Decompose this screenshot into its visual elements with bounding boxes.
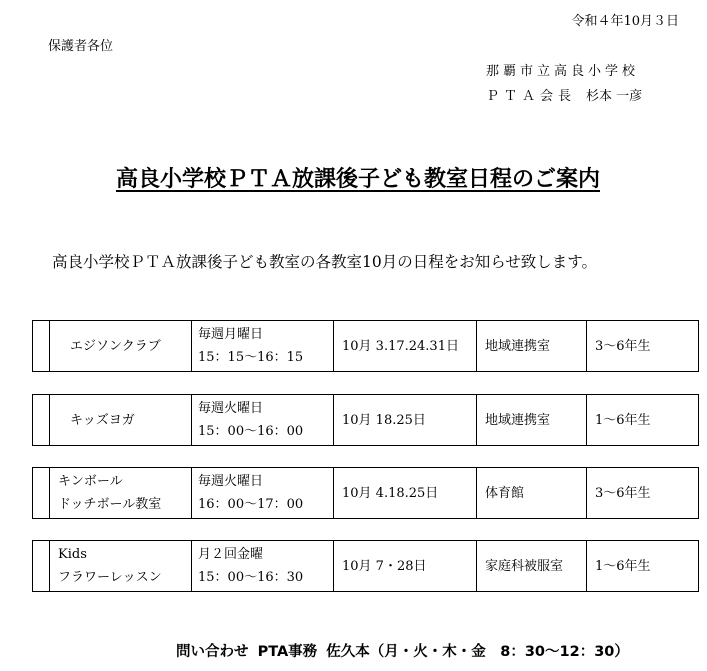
class-row-kinball — [32, 467, 699, 519]
document-title: 高良小学校ＰＴＡ放課後子ども教室日程のご案内 — [116, 167, 601, 192]
schedule-weekday: 月２回金曜 — [198, 547, 264, 562]
class-name-line: エジソンクラブ — [70, 338, 161, 354]
class-name — [50, 541, 192, 592]
class-room: 地域連携室 — [477, 321, 587, 372]
contact-office: PTA事務 — [257, 644, 318, 660]
school-name: 那覇市立高良小学校 — [486, 64, 640, 79]
class-row-kids-yoga — [32, 394, 699, 446]
class-room: 家庭科被服室 — [477, 541, 587, 592]
class-name — [50, 468, 192, 519]
recipient-line: 保護者各位 — [48, 39, 114, 54]
class-grades: 3〜6年生 — [587, 321, 699, 372]
class-dates: 10月 7・28日 — [334, 541, 477, 592]
class-name — [50, 321, 192, 372]
class-name-line: キンボール — [58, 474, 123, 489]
row-marker-cell — [33, 395, 50, 446]
row-marker-cell — [33, 468, 50, 519]
class-schedule — [192, 395, 334, 446]
schedule-weekday: 毎週火曜日 — [198, 401, 264, 416]
class-dates: 10月 3.17.24.31日 — [334, 321, 477, 372]
class-room: 地域連携室 — [477, 395, 587, 446]
class-row-edison — [32, 320, 699, 372]
class-schedule — [192, 541, 334, 592]
schedule-time: 16：00〜17：00 — [198, 497, 304, 512]
schedule-time: 15：00〜16：30 — [198, 570, 304, 585]
schedule-weekday: 毎週火曜日 — [198, 474, 264, 489]
class-name-line: キッズヨガ — [70, 412, 135, 428]
class-name-line: フラワーレッスン — [58, 570, 162, 585]
class-schedule — [192, 468, 334, 519]
schedule-time: 15：15〜16：15 — [198, 350, 304, 365]
class-dates: 10月 18.25日 — [334, 395, 477, 446]
class-grades: 1〜6年生 — [587, 395, 699, 446]
contact-person: 佐久本（月・火・木・金 8：30〜12：30） — [326, 644, 629, 660]
class-dates: 10月 4.18.25日 — [334, 468, 477, 519]
intro-text: 高良小学校ＰＴＡ放課後子ども教室の各教室10月の日程をお知らせ致します。 — [52, 253, 598, 271]
contact-line — [176, 640, 633, 661]
document-date: 令和４年10月３日 — [571, 14, 679, 29]
class-row-flower — [32, 540, 699, 592]
class-name-line: ドッチボール教室 — [58, 497, 162, 512]
class-name-line: Kids — [58, 547, 87, 562]
class-grades: 3〜6年生 — [587, 468, 699, 519]
sender-role: ＰＴＡ会長 — [486, 89, 577, 104]
schedule-time: 15：00〜16：00 — [198, 424, 304, 439]
class-name — [50, 395, 192, 446]
class-room: 体育館 — [477, 468, 587, 519]
class-grades: 1〜6年生 — [587, 541, 699, 592]
row-marker-cell — [33, 321, 50, 372]
sender-name: 杉本 一彦 — [586, 89, 643, 104]
contact-label: 問い合わせ — [176, 644, 249, 660]
schedule-weekday: 毎週月曜日 — [198, 327, 264, 342]
class-schedule — [192, 321, 334, 372]
sender-line — [486, 85, 642, 104]
row-marker-cell — [33, 541, 50, 592]
